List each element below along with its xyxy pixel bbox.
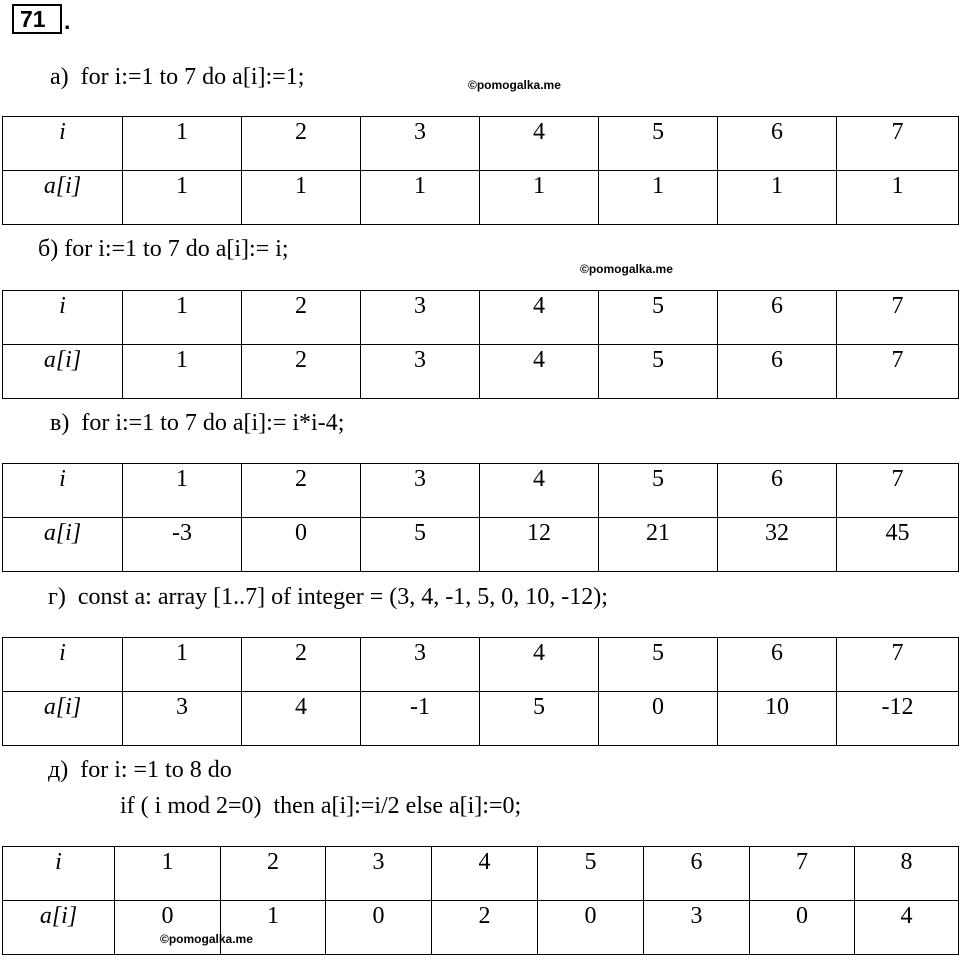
value-cell: 3 [123,692,242,746]
value-cell: 0 [750,901,855,955]
row-header: i [3,847,115,901]
value-cell: 3 [644,901,750,955]
index-cell: 5 [599,291,718,345]
value-cell: 1 [242,171,361,225]
table-a [2,116,959,225]
index-cell: 2 [242,117,361,171]
index-cell: 6 [644,847,750,901]
index-cell: 7 [837,291,959,345]
row-header: i [3,638,123,692]
value-cell: 0 [599,692,718,746]
section-v-label: в) [50,410,70,436]
index-cell: 6 [718,291,837,345]
row-header: i [3,117,123,171]
value-cell: 0 [115,901,221,955]
value-cell: 5 [599,345,718,399]
index-cell: 6 [718,638,837,692]
value-cell: 45 [837,518,959,572]
index-cell: 3 [361,291,480,345]
value-cell: 1 [123,345,242,399]
row-header: a[i] [3,518,123,572]
value-cell: 4 [480,345,599,399]
table-v-a-row [3,518,959,572]
table-a-i-row [3,117,959,171]
row-header: a[i] [3,345,123,399]
value-cell: 1 [718,171,837,225]
index-cell: 4 [480,291,599,345]
table-b [2,290,959,399]
table-b-i-row [3,291,959,345]
value-cell: 12 [480,518,599,572]
value-cell: 1 [480,171,599,225]
table-d-i-row [3,847,959,901]
value-cell: 2 [432,901,538,955]
index-cell: 5 [599,464,718,518]
section-a-label: а) [50,64,69,90]
value-cell: 3 [361,345,480,399]
row-header: i [3,464,123,518]
table-d [2,846,959,955]
index-cell: 5 [599,117,718,171]
table-g-i-row [3,638,959,692]
index-cell: 8 [855,847,959,901]
index-cell: 7 [750,847,855,901]
value-cell: -1 [361,692,480,746]
index-cell: 5 [538,847,644,901]
value-cell: 1 [837,171,959,225]
section-g-statement [48,582,608,612]
value-cell: 0 [538,901,644,955]
task-number: 71 [12,4,62,34]
section-b-label: б) [38,236,59,262]
section-d-statement-line1 [48,755,232,785]
index-cell: 2 [242,464,361,518]
section-g-label: г) [48,584,66,610]
index-cell: 4 [432,847,538,901]
task-number-dot: . [64,8,71,34]
index-cell: 3 [326,847,432,901]
section-b-statement [38,234,289,264]
value-cell: 1 [123,171,242,225]
value-cell: 21 [599,518,718,572]
value-cell: 1 [221,901,326,955]
index-cell: 4 [480,117,599,171]
section-g-code: const a: array [1..7] of integer = (3, 4, -1, 5, 0, 10, -12); [77,584,608,610]
value-cell: 1 [361,171,480,225]
value-cell: 5 [480,692,599,746]
index-cell: 4 [480,638,599,692]
row-header: a[i] [3,901,115,955]
section-v-code: for i:=1 to 7 do a[i]:= i*i-4; [81,410,345,436]
index-cell: 1 [123,117,242,171]
index-cell: 1 [115,847,221,901]
row-header: i [3,291,123,345]
value-cell: 32 [718,518,837,572]
index-cell: 7 [837,638,959,692]
index-cell: 1 [123,638,242,692]
value-cell: 6 [718,345,837,399]
table-a-a-row [3,171,959,225]
table-d-a-row [3,901,959,955]
value-cell: 4 [855,901,959,955]
value-cell: 10 [718,692,837,746]
index-cell: 5 [599,638,718,692]
table-v [2,463,959,572]
section-d-label: д) [48,757,69,783]
index-cell: 7 [837,117,959,171]
value-cell: 1 [599,171,718,225]
index-cell: 2 [221,847,326,901]
index-cell: 3 [361,117,480,171]
row-header: a[i] [3,171,123,225]
row-header: a[i] [3,692,123,746]
watermark: ©pomogalka.me [468,78,561,92]
section-a-code: for i:=1 to 7 do a[i]:=1; [80,64,305,90]
index-cell: 2 [242,291,361,345]
table-g-a-row [3,692,959,746]
value-cell: 5 [361,518,480,572]
index-cell: 7 [837,464,959,518]
index-cell: 1 [123,464,242,518]
value-cell: 7 [837,345,959,399]
section-d-code-line2: if ( i mod 2=0) then a[i]:=i/2 else a[i]:=0; [120,793,522,819]
section-v-statement [50,408,344,438]
index-cell: 6 [718,464,837,518]
index-cell: 2 [242,638,361,692]
index-cell: 3 [361,464,480,518]
value-cell: 0 [326,901,432,955]
section-a-statement [50,62,304,92]
index-cell: 1 [123,291,242,345]
table-b-a-row [3,345,959,399]
section-d-code-line1: for i: =1 to 8 do [80,757,232,783]
section-b-code: for i:=1 to 7 do a[i]:= i; [64,236,289,262]
index-cell: 6 [718,117,837,171]
table-g [2,637,959,746]
watermark: ©pomogalka.me [580,262,673,276]
index-cell: 4 [480,464,599,518]
table-v-i-row [3,464,959,518]
value-cell: 4 [242,692,361,746]
value-cell: -12 [837,692,959,746]
index-cell: 3 [361,638,480,692]
watermark: ©pomogalka.me [160,932,253,946]
value-cell: 0 [242,518,361,572]
value-cell: 2 [242,345,361,399]
value-cell: -3 [123,518,242,572]
